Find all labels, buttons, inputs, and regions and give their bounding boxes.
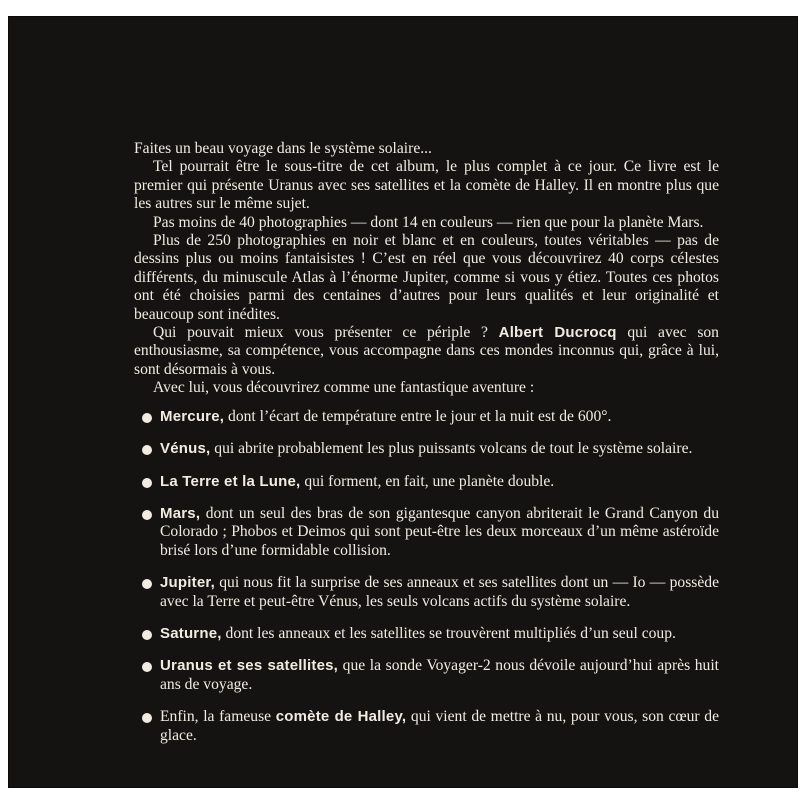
list-item-terre-lune [134,473,719,491]
item-text: qui forment, en fait, une planète double. [300,472,555,490]
item-text: dont l’écart de température entre le jour et la nuit est de 600°. [224,407,612,425]
bullet-icon [142,579,152,589]
intro-paragraph-3: Pas moins de 40 photographies — dont 14 en couleurs — rien que pour la planète Mars. [153,213,704,231]
bullet-icon [142,662,152,672]
author-name: Albert Ducrocq [498,324,617,342]
item-title: Mercure, [160,407,225,425]
item-title: Vénus, [160,440,211,458]
item-title: La Terre et la Lune, [160,472,301,490]
item-prefix: Enfin, la fameuse [160,708,276,726]
list-item-jupiter [134,574,719,611]
item-title: Mars, [160,504,201,522]
bullet-icon [142,413,152,423]
intro-paragraph-5 [134,324,719,379]
list-item-uranus [134,657,719,694]
intro-paragraph-5-lead: Qui pouvait mieux vous présenter ce périple ? [153,324,499,342]
bullet-icon [142,445,152,455]
list-item-mercure [134,408,719,426]
item-title: Uranus et ses satellites, [160,657,339,675]
bullet-icon [142,630,152,640]
item-text: qui nous fit la surprise de ses anneaux et ses satellites dont un — Io — possède avec la Terre et peut-être Vénus, les seuls volcans actifs du système solaire. [160,574,719,610]
list-item-halley [134,708,719,745]
list-item-saturne [134,625,719,643]
intro-paragraph-5-rest: qui avec son enthousiasme, sa compétence, vous accompagne dans ces mondes inconnus qui, grâce à lui, sont désormais à vous. [134,324,719,378]
intro-paragraph-2: Tel pourrait être le sous-titre de cet album, le plus complet à ce jour. Ce livre est le premier qui présente Uranus avec ses satellites et la comète de Halley. Il en montre plus que les autres sur le même sujet. [134,158,719,213]
item-title: comète de Halley, [275,708,407,726]
bullet-icon [142,478,152,488]
book-back-cover [8,16,798,788]
bullet-icon [142,713,152,723]
item-title: Jupiter, [160,574,215,592]
list-item-mars [134,505,719,560]
intro-paragraph-6: Avec lui, vous découvrirez comme une fantastique aventure : [153,379,535,397]
item-text: dont un seul des bras de son gigantesque canyon abriterait le Grand Canyon du Colorado ; Phobos et Deimos qui sont peut-être les deux morceaux d’un même astéroïde brisé lors d’une formidable collision. [160,504,719,559]
bullet-icon [142,510,152,520]
cover-text-block [134,140,719,759]
item-title: Saturne, [160,624,222,642]
item-text: dont les anneaux et les satellites se trouvèrent multipliés d’un seul coup. [221,624,676,642]
item-text: que la sonde Voyager-2 nous dévoile aujourd’hui après huit ans de voyage. [160,657,719,693]
highlights-list [134,408,719,745]
intro-paragraph-4: Plus de 250 photographies en noir et blanc et en couleurs, toutes véritables — pas de dessins plus ou moins fantaisistes ! C’est en réel que vous découvrirez 40 corps célestes différents, du minuscule Atlas à l’énorme Jupiter, comme si vous y étiez. Toutes ces photos ont été choisies parmi des centaines d’autres pour leurs qualités et leur originalité et beaucoup sont inédites. [134,232,719,323]
item-text: qui vient de mettre à nu, pour vous, son cœur de glace. [160,708,719,744]
list-item-venus [134,440,719,458]
intro-paragraph-1: Faites un beau voyage dans le système solaire... [134,140,432,157]
item-text: qui abrite probablement les plus puissants volcans de tout le système solaire. [210,440,693,458]
